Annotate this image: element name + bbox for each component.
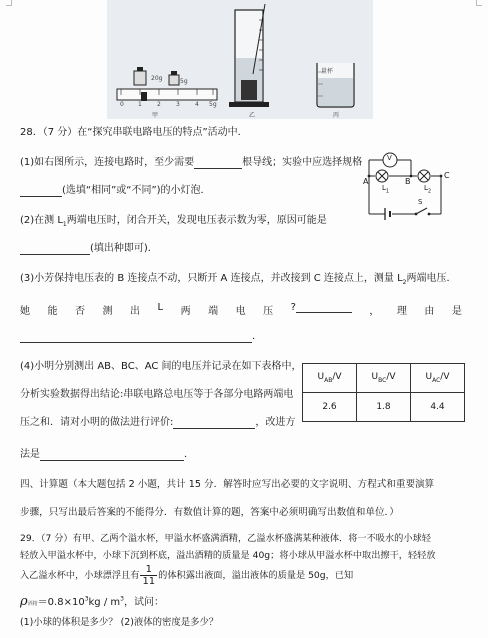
spaced-char: 测 <box>102 306 113 317</box>
weight-20g <box>134 71 146 85</box>
part4-end: ． <box>184 449 194 460</box>
part2-end: (填出种即可)． <box>90 243 158 254</box>
circuit-wires <box>356 146 456 228</box>
weight-label-5g: 5g <box>180 78 188 85</box>
switch-label: S <box>418 198 423 206</box>
weight-5g-knob <box>171 71 177 75</box>
spaced-char: 由 <box>424 306 435 317</box>
alcohol-density-formula <box>20 593 164 609</box>
ruler-tick-label: 5g <box>209 101 217 108</box>
section-4-line1: 四、计算题（本大题包括 2 小题，共计 15 分．解答时应写出必要的文字说明、方程式和重要演算 <box>20 479 435 490</box>
part3-text: (3)小芳保持电压表的 B 连接点不动，只断开 A 连接点，并改接到 C 连接点上，测量 L <box>20 273 403 284</box>
spaced-char: 她 <box>20 306 30 317</box>
voltage-data-table <box>302 363 465 422</box>
beaker-water <box>318 78 353 106</box>
ruler-tick-label: 2 <box>157 101 161 108</box>
fraction-numerator: 1 <box>140 564 157 576</box>
table-row <box>303 393 465 422</box>
rider-slider <box>141 92 147 101</box>
figure-caption-jia: 甲 <box>152 112 159 119</box>
spaced-char: 两 <box>180 306 191 317</box>
question-28-part4-line1: (4)小明分别测出 AB、BC、AC 间的电压并记录在如下表格中， <box>20 361 302 372</box>
ruler-tick-label: 3 <box>176 101 180 108</box>
question-28-part4-line2: 分析实验数据得出结论:串联电路总电压等于各部分电路两端电 <box>20 389 294 400</box>
page-corner-mark <box>476 0 482 6</box>
fraction-one-eleventh <box>140 564 157 587</box>
spaced-char: 理 <box>396 306 407 317</box>
figure-caption-yi: 乙 <box>249 112 256 119</box>
measurement-figure <box>107 0 373 119</box>
point-label-a: A <box>363 177 369 186</box>
lamp-l2-label: $L_2$ <box>424 184 432 195</box>
question-28-part3-line2 <box>20 302 462 317</box>
cylinder-object <box>241 80 257 100</box>
part2-text-rest: 两端电压时，闭合开关，发现电压表示数为零，原因可能是 <box>66 215 327 226</box>
table-header-cell: $U_{AC}/V$ <box>411 364 465 393</box>
question-29-line3 <box>20 563 353 589</box>
question-28-part4-line4 <box>20 448 194 461</box>
q29-text: 入乙溢水杯中，小球漂浮且有 <box>20 570 140 581</box>
answer-blank[interactable] <box>20 244 90 255</box>
part1-text-c: (选填“相同”或“不同”)的小灯泡． <box>62 185 211 196</box>
answer-blank[interactable] <box>40 450 184 461</box>
question-28-part4-line3 <box>20 416 295 429</box>
answer-blank[interactable] <box>296 302 352 313</box>
rho-value: ＝0.8×10 <box>37 597 85 608</box>
point-label-c: C <box>444 171 450 180</box>
question-29-line2: 轻放入甲溢水杯中，小球下沉到杯底，溢出酒精的质量是 40g；将小球从甲溢水杯中取出擦干，轻轻放 <box>20 550 436 561</box>
question-28-part3-line3: ． <box>20 330 262 343</box>
question-29-line1: 29．（7 分）有甲、乙两个溢水杯，甲溢水杯盛满酒精，乙溢水杯盛满某种液体．将一不吸水的小球轻 <box>20 533 431 544</box>
measurement-illustration <box>107 0 373 119</box>
spaced-char: 端 <box>208 306 219 317</box>
question-28-title: 28．（7 分）在“探究串联电路电压的特点”活动中． <box>20 127 248 138</box>
rho-symbol: ρ <box>20 594 28 609</box>
lamp-l1-label: $L_1$ <box>382 184 390 195</box>
table-header-cell: $U_{AB}/V$ <box>303 364 357 393</box>
rho-subscript: 酒精 <box>27 601 38 607</box>
answer-blank[interactable] <box>20 186 62 197</box>
fraction-denominator: 11 <box>142 576 156 587</box>
page-corner-mark <box>6 0 12 6</box>
part1-text-a: (1)如右图所示，连接电路时，至少需要 <box>20 157 195 168</box>
question-28-part1-line1 <box>20 156 362 169</box>
weight-label-20g: 20g <box>151 75 163 82</box>
cylinder-base <box>229 102 269 107</box>
part3-subscript: 2 <box>402 279 407 286</box>
question-28-part2-line2 <box>20 242 158 255</box>
spaced-char: ， <box>369 306 380 317</box>
part4-text: 法是 <box>20 449 40 460</box>
part2-subscript: 1 <box>62 221 67 228</box>
spaced-char: 电 <box>235 306 246 317</box>
ruler-tick-label: 4 <box>195 101 199 108</box>
table-cell: 4.4 <box>411 393 465 422</box>
spaced-char: ? <box>290 302 296 313</box>
table-header-row <box>303 364 465 393</box>
spaced-char: 出 <box>130 306 140 317</box>
balance-beam-ruler <box>117 89 217 100</box>
spaced-char: 能 <box>47 306 58 317</box>
table-cell: 1.8 <box>357 393 411 422</box>
rho-unit: kg / m <box>88 597 121 608</box>
section-4-line2: 步骤，只写出最后答案的不能得分．有数值计算的题，答案中必须明确写出数值和单位．） <box>20 507 399 518</box>
part1-text-b: 根导线；实验中应选择规格 <box>242 157 363 168</box>
table-header-cell: $U_{BC}/V$ <box>357 364 411 393</box>
answer-blank[interactable] <box>173 418 255 429</box>
table-cell: 2.6 <box>303 393 357 422</box>
spaced-char: 否 <box>75 306 85 317</box>
voltmeter-label: V <box>387 154 392 162</box>
spaced-char: 压 <box>263 306 274 317</box>
answer-blank[interactable] <box>194 158 242 169</box>
part2-text: (2)在测 L <box>20 215 63 226</box>
figure-caption-bing: 丙 <box>333 112 340 119</box>
part4-text: 压之和．请对小明的做法进行评价: <box>20 417 174 428</box>
question-29-subquestions: (1)小球的体积是多少？ (2)液体的密度是多少？ <box>20 617 219 628</box>
spaced-char-with-blank <box>291 302 352 317</box>
weight-5g <box>169 75 179 85</box>
point-label-b: B <box>405 177 411 186</box>
beaker-label: 量杯 <box>321 68 334 75</box>
spaced-char: 是 <box>451 306 462 317</box>
rho-exponent: 3 <box>84 595 89 603</box>
series-circuit-diagram <box>356 146 456 228</box>
q29-text-post: 的体积露出液面，溢出液体的质量是 50g，已知 <box>158 570 354 581</box>
rho-unit-exponent: 3 <box>120 595 124 603</box>
spaced-char: L <box>157 302 164 313</box>
part4-text-post: ，改进方 <box>255 417 296 428</box>
ruler-tick-label: 1 <box>138 101 142 108</box>
question-28-part2-line1 <box>20 214 327 231</box>
answer-blank[interactable] <box>20 332 252 343</box>
weight-20g-knob <box>137 67 143 71</box>
part3-text-rest: 两端电压． <box>406 273 457 284</box>
rho-tail: ，试问： <box>123 597 164 608</box>
question-28-part3-line1 <box>20 272 457 289</box>
ruler-tick-label: 0 <box>120 101 124 108</box>
question-28-part1-line2 <box>20 184 211 197</box>
